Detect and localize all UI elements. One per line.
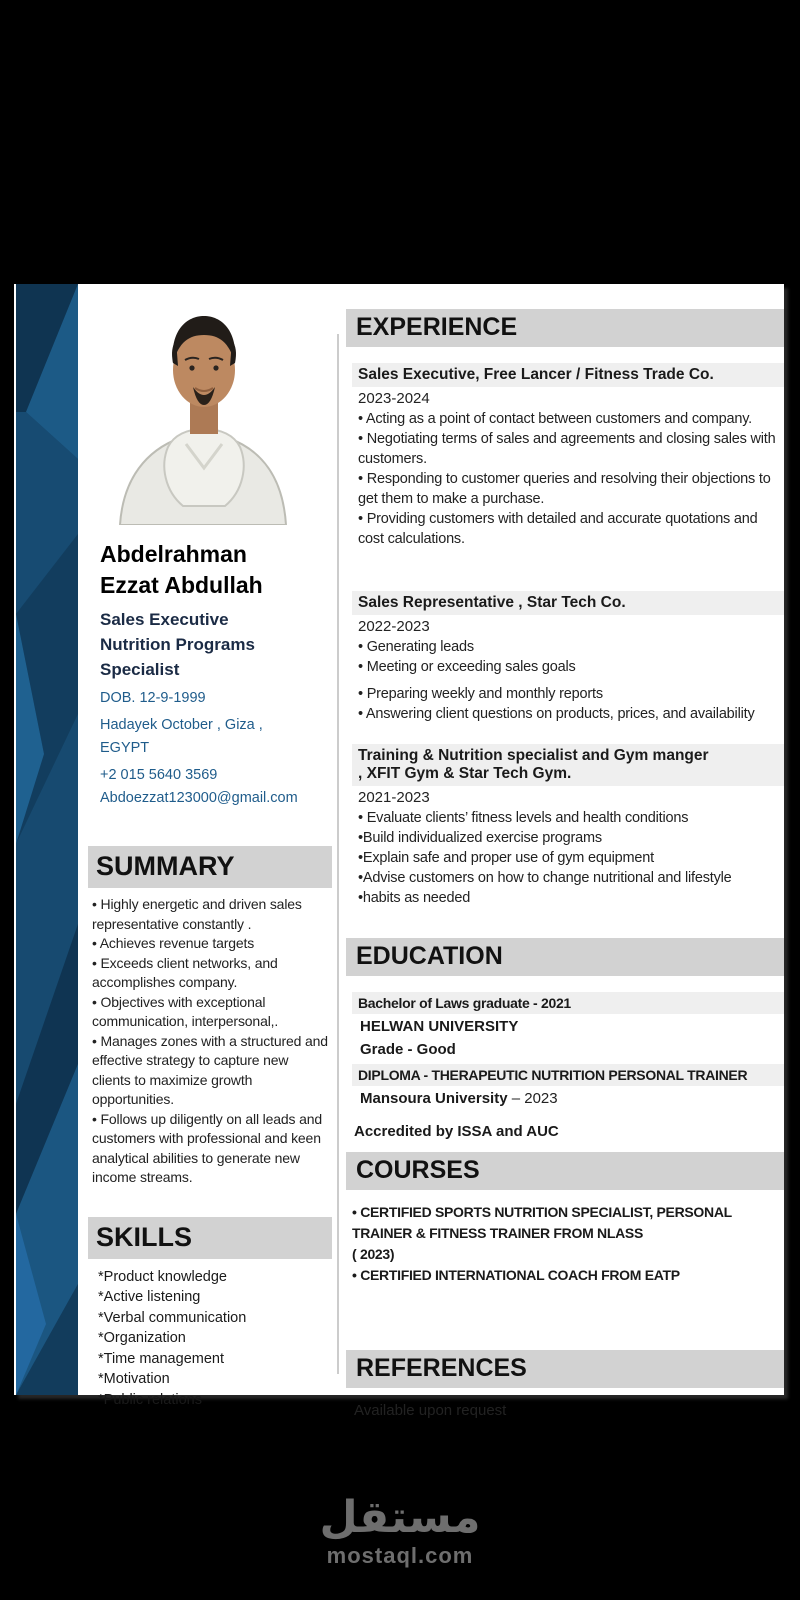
- experience-heading: EXPERIENCE: [346, 309, 784, 347]
- skill-item: *Organization: [98, 1330, 186, 1346]
- job-period: 2023-2024: [358, 390, 430, 407]
- job-bullet: •Explain safe and proper use of gym equipment: [358, 850, 654, 866]
- left-column: [88, 284, 332, 1410]
- courses-list: [352, 1202, 784, 1286]
- job-bullet: • Evaluate clients’ fitness levels and health conditions: [358, 810, 689, 826]
- candidate-title: [100, 607, 332, 682]
- skill-item: *Motivation: [98, 1371, 170, 1387]
- experience-job: [352, 744, 784, 908]
- degree-school: HELWAN UNIVERSITY: [360, 1018, 519, 1035]
- education-heading: EDUCATION: [346, 938, 784, 976]
- job-bullets: [352, 808, 784, 908]
- job-title-line-1: Training & Nutrition specialist and Gym manger: [358, 747, 709, 764]
- job-period: 2021-2023: [358, 789, 430, 806]
- column-divider: [337, 334, 339, 1374]
- summary-item: • Objectives with exceptional communication, interpersonal,.: [92, 993, 279, 1029]
- mostaql-site-url: mostaql.com: [326, 1543, 474, 1568]
- summary-item: • Manages zones with a structured and effective strategy to capture new clients to maximize growth opportunities.: [92, 1032, 328, 1107]
- right-column: [346, 284, 784, 1419]
- job-bullet: • Answering client questions on products, prices, and availability: [358, 706, 755, 722]
- contact-info: [100, 689, 332, 807]
- references-heading: REFERENCES: [346, 1350, 784, 1388]
- sidebar-geometric-art: [16, 284, 78, 1395]
- experience-job: [352, 591, 784, 724]
- title-line-2: Nutrition Programs: [100, 635, 255, 654]
- skills-list: [98, 1267, 332, 1411]
- degree-school-name: Mansoura University: [360, 1090, 512, 1107]
- profile-photo: [90, 308, 318, 525]
- skill-item: *Public relations: [98, 1391, 202, 1408]
- candidate-name: [100, 539, 332, 601]
- course-item: • CERTIFIED INTERNATIONAL COACH FROM EATP: [352, 1267, 680, 1283]
- job-title: [352, 744, 784, 786]
- degree-grade: Grade - Good: [360, 1041, 456, 1058]
- address-line-2: EGYPT: [100, 740, 150, 756]
- job-title: Sales Executive, Free Lancer / Fitness Trade Co.: [352, 363, 784, 387]
- job-bullet: • Acting as a point of contact between customers and company.: [358, 411, 753, 427]
- job-bullet: • Preparing weekly and monthly reports: [358, 686, 603, 702]
- job-bullet: • Generating leads: [358, 639, 474, 655]
- skills-heading: SKILLS: [88, 1217, 332, 1259]
- job-bullet: •Build individualized exercise programs: [358, 830, 602, 846]
- address-line-1: Hadayek October , Giza ,: [100, 717, 263, 733]
- skill-item: *Active listening: [98, 1289, 201, 1305]
- phone-text: +2 015 5640 3569: [100, 767, 218, 783]
- education-entry: [352, 1064, 784, 1109]
- name-line-1: Abdelrahman: [100, 541, 247, 567]
- skill-item: *Verbal communication: [98, 1309, 247, 1326]
- job-bullet: • Responding to customer queries and resolving their objections to get them to make a purchase.: [358, 471, 771, 507]
- mostaql-logo-arabic: مستقل: [319, 1492, 481, 1543]
- course-item: ( 2023): [352, 1246, 395, 1262]
- references-text: Available upon request: [354, 1402, 507, 1419]
- experience-job: [352, 363, 784, 549]
- dob-text: DOB. 12-9-1999: [100, 690, 206, 706]
- job-bullet: • Negotiating terms of sales and agreements and closing sales with customers.: [358, 431, 776, 467]
- skill-item: *Time management: [98, 1350, 224, 1367]
- title-line-1: Sales Executive: [100, 610, 229, 629]
- summary-item: • Exceeds client networks, and accomplishes company.: [92, 954, 278, 990]
- job-bullet: •habits as needed: [358, 890, 471, 906]
- mostaql-watermark: [0, 1492, 800, 1568]
- name-line-2: Ezzat Abdullah: [100, 572, 263, 598]
- email-text: Abdoezzat123000@gmail.com: [100, 790, 298, 806]
- job-bullets: [352, 409, 784, 549]
- job-bullets: [352, 637, 784, 724]
- summary-item: • Follows up diligently on all leads and customers with professional and keen analytical abilities to generate new income streams.: [92, 1110, 323, 1185]
- summary-heading: SUMMARY: [88, 846, 332, 888]
- courses-heading: COURSES: [346, 1152, 784, 1190]
- job-title-line-2: , XFIT Gym & Star Tech Gym.: [358, 765, 572, 782]
- resume-page: [14, 284, 784, 1419]
- job-bullet: • Providing customers with detailed and accurate quotations and cost calculations.: [358, 511, 758, 547]
- summary-list: [92, 895, 328, 1188]
- summary-item: • Achieves revenue targets: [92, 935, 255, 951]
- degree-title: DIPLOMA - THERAPEUTIC NUTRITION PERSONAL TRAINER: [352, 1064, 784, 1086]
- job-title: Sales Representative , Star Tech Co.: [352, 591, 784, 615]
- skill-item: *Product knowledge: [98, 1268, 227, 1285]
- education-note: Accredited by ISSA and AUC: [354, 1123, 559, 1140]
- job-bullet: •Advise customers on how to change nutritional and lifestyle: [358, 870, 732, 886]
- education-entry: [352, 992, 784, 1060]
- degree-title: Bachelor of Laws graduate - 2021: [352, 992, 784, 1014]
- job-bullet: • Meeting or exceeding sales goals: [358, 659, 576, 675]
- course-item: • CERTIFIED SPORTS NUTRITION SPECIALIST, PERSONAL TRAINER & FITNESS TRAINER FROM NLASS: [352, 1204, 732, 1241]
- degree-school-year: – 2023: [511, 1090, 558, 1107]
- job-period: 2022-2023: [358, 618, 430, 635]
- degree-school: [360, 1088, 784, 1109]
- title-line-3: Specialist: [100, 660, 180, 679]
- summary-item: • Highly energetic and driven sales representative constantly .: [92, 896, 302, 932]
